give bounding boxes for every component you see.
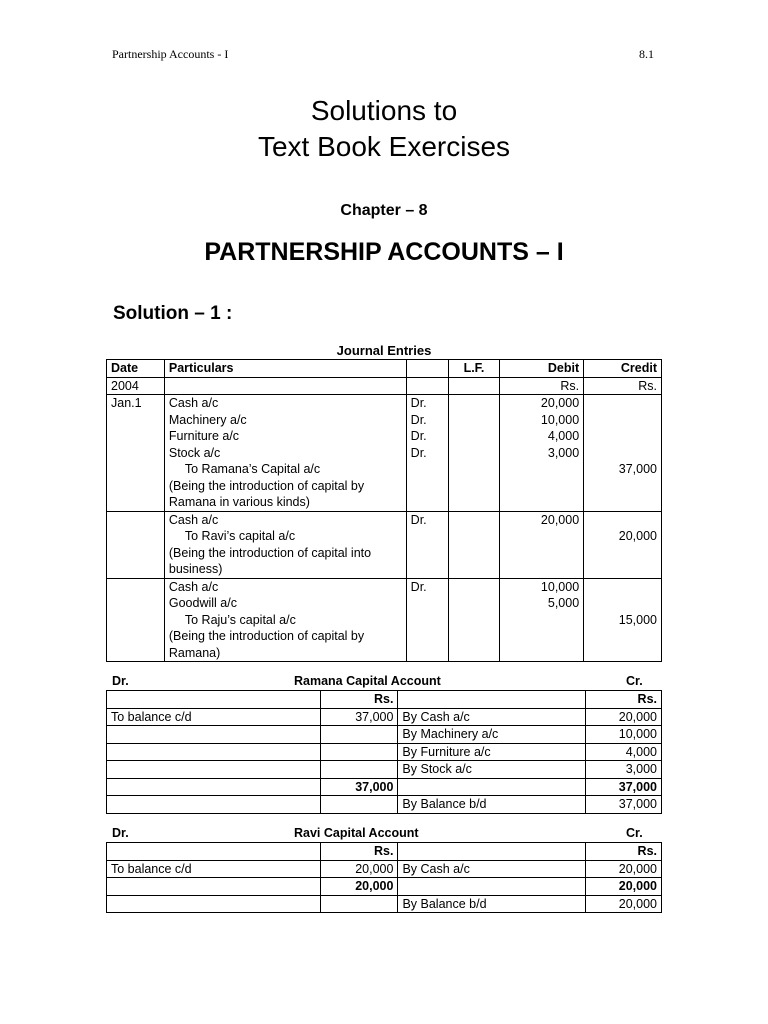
journal-year-row: [107, 377, 662, 395]
credit-line: [588, 645, 657, 662]
lf-cell: [448, 578, 500, 662]
credit-particular: By Balance b/d: [398, 796, 586, 814]
debit-cell: [500, 395, 584, 512]
debit-particular: To balance c/d: [107, 708, 321, 726]
chapter-title: PARTNERSHIP ACCOUNTS – I: [204, 238, 564, 266]
credit-particular: By Machinery a/c: [398, 726, 586, 744]
dr-line: [411, 461, 444, 478]
debit-line: [504, 494, 579, 511]
debit-line: [504, 461, 579, 478]
credit-line: [588, 545, 657, 562]
dr-line: Dr.: [410, 412, 427, 427]
particulars-line: (Being the introduction of capital into: [168, 545, 372, 560]
debit-particular: [107, 878, 321, 896]
ramana-cr-label: Cr.: [626, 674, 643, 688]
debit-particular: [107, 796, 321, 814]
credit-line: [588, 579, 657, 596]
credit-amount: 37,000: [586, 796, 662, 814]
credit-line: [588, 628, 657, 645]
debit-line: 10,000: [540, 579, 580, 594]
particulars-line: Goodwill a/c: [168, 596, 237, 610]
col-lf: L.F.: [448, 360, 500, 378]
col-dr: [406, 360, 448, 378]
particulars-line: Cash a/c: [168, 512, 219, 527]
credit-amount: 20,000: [586, 878, 662, 896]
particulars-line: Ramana in various kinds): [168, 495, 310, 509]
particulars-line: business): [168, 562, 223, 576]
particulars-cell: [164, 511, 406, 578]
debit-amount: [320, 796, 398, 814]
ravi-cr-label: Cr.: [626, 826, 643, 840]
debit-line: [504, 545, 579, 562]
debit-particular: [107, 726, 321, 744]
credit-cell: [584, 395, 662, 512]
credit-particular: By Stock a/c: [398, 761, 586, 779]
ledger-row: [107, 796, 662, 814]
credit-amount: 4,000: [586, 743, 662, 761]
journal-entry-row: [107, 395, 662, 512]
ledger-row: [107, 895, 662, 913]
credit-cell: [584, 578, 662, 662]
debit-particular: [107, 778, 321, 796]
dr-line: Dr.: [410, 512, 427, 527]
credit-line: [588, 428, 657, 445]
dr-line: [411, 645, 444, 662]
particulars-cell: [164, 395, 406, 512]
particulars-line: Cash a/c: [168, 396, 219, 410]
dr-line: [411, 628, 444, 645]
journal-header-row: [107, 360, 662, 378]
debit-line: [504, 561, 579, 578]
dr-line: [411, 478, 444, 495]
credit-line: [588, 512, 657, 529]
particulars-line: Ramana): [168, 645, 221, 660]
particulars-line: (Being the introduction of capital by: [168, 478, 365, 493]
debit-amount: [320, 726, 398, 744]
credit-amount: 20,000: [586, 895, 662, 913]
credit-line: [588, 494, 657, 511]
debit-line: [504, 612, 579, 629]
credit-line: 37,000: [618, 462, 657, 476]
dr-line: [411, 528, 444, 545]
credit-line: 15,000: [618, 612, 657, 627]
journal-entry-row: [107, 511, 662, 578]
dr-cell: [406, 511, 448, 578]
debit-unit: Rs.: [500, 377, 584, 395]
debit-line: 5,000: [547, 596, 580, 610]
ledger-rs-row: [107, 691, 662, 709]
particulars-line: (Being the introduction of capital by: [168, 629, 365, 643]
journal-caption: Journal Entries: [336, 343, 432, 358]
particulars-line: To Raju’s capital a/c: [184, 612, 296, 627]
debit-amount: [320, 761, 398, 779]
col-particulars: Particulars: [164, 360, 406, 378]
lf-cell: [448, 511, 500, 578]
lf-cell: [448, 395, 500, 512]
credit-line: 20,000: [618, 529, 657, 543]
credit-unit: Rs.: [584, 377, 662, 395]
rs-label: Rs.: [320, 843, 398, 861]
ravi-account-title: Ravi Capital Account: [294, 826, 419, 840]
particulars-cell: [164, 578, 406, 662]
ramana-dr-label: Dr.: [112, 674, 129, 688]
ramana-account-title: Ramana Capital Account: [294, 674, 441, 688]
debit-amount: [320, 895, 398, 913]
particulars-line: To Ravi’s capital a/c: [184, 529, 296, 543]
credit-amount: 37,000: [586, 778, 662, 796]
col-debit: Debit: [500, 360, 584, 378]
ledger-row: [107, 726, 662, 744]
credit-line: [588, 445, 657, 462]
year-cell: 2004: [107, 377, 165, 395]
credit-line: [588, 395, 657, 412]
chapter-label: Chapter – 8: [340, 202, 428, 219]
debit-line: 10,000: [540, 412, 580, 427]
credit-line: [588, 412, 657, 429]
debit-line: [504, 478, 579, 495]
ledger-row: [107, 860, 662, 878]
particulars-line: Cash a/c: [168, 579, 219, 594]
debit-particular: [107, 895, 321, 913]
page-title-line2: Text Book Exercises: [257, 131, 511, 162]
ledger-row: [107, 743, 662, 761]
rs-label: Rs.: [586, 843, 662, 861]
dr-line: [411, 561, 444, 578]
credit-particular: By Furniture a/c: [398, 743, 586, 761]
ramana-capital-account: [106, 690, 662, 814]
debit-cell: [500, 511, 584, 578]
ledger-rs-row: [107, 843, 662, 861]
debit-line: 20,000: [540, 396, 580, 410]
particulars-line: Stock a/c: [168, 445, 221, 460]
ledger-row: [107, 778, 662, 796]
dr-line: [411, 612, 444, 629]
dr-cell: [406, 578, 448, 662]
col-credit: Credit: [584, 360, 662, 378]
journal-entry-row: [107, 578, 662, 662]
dr-line: Dr.: [410, 429, 427, 443]
ravi-dr-label: Dr.: [112, 826, 129, 840]
ravi-capital-account: [106, 842, 662, 913]
ledger-row: [107, 708, 662, 726]
solution-heading: Solution – 1 :: [113, 303, 233, 324]
credit-particular: By Balance b/d: [398, 895, 586, 913]
debit-cell: [500, 578, 584, 662]
debit-line: 20,000: [540, 512, 580, 527]
dr-cell: [406, 395, 448, 512]
debit-line: 4,000: [547, 429, 580, 443]
entry-date: [107, 511, 165, 578]
credit-line: [588, 478, 657, 495]
col-date: Date: [107, 360, 165, 378]
dr-line: [411, 494, 444, 511]
credit-cell: [584, 511, 662, 578]
dr-line: Dr.: [410, 396, 427, 410]
debit-amount: 37,000: [320, 778, 398, 796]
debit-amount: 20,000: [320, 878, 398, 896]
debit-particular: [107, 761, 321, 779]
debit-amount: 20,000: [320, 860, 398, 878]
rs-label: Rs.: [586, 691, 662, 709]
credit-line: [588, 595, 657, 612]
credit-particular: By Cash a/c: [398, 708, 586, 726]
ledger-row: [107, 761, 662, 779]
particulars-line: To Ramana’s Capital a/c: [184, 462, 321, 476]
credit-line: [588, 561, 657, 578]
debit-line: [504, 628, 579, 645]
debit-line: [504, 645, 579, 662]
dr-line: Dr.: [410, 579, 427, 594]
rs-label: Rs.: [320, 691, 398, 709]
journal-table: [106, 359, 662, 662]
page-number: 8.1: [639, 47, 654, 61]
credit-particular: [398, 778, 586, 796]
credit-amount: 3,000: [586, 761, 662, 779]
debit-amount: [320, 743, 398, 761]
particulars-line: Furniture a/c: [168, 429, 240, 443]
particulars-line: Machinery a/c: [168, 412, 247, 427]
debit-amount: 37,000: [320, 708, 398, 726]
dr-line: Dr.: [410, 445, 427, 460]
dr-line: [411, 595, 444, 612]
debit-particular: [107, 743, 321, 761]
entry-date: Jan.1: [107, 395, 165, 512]
debit-line: 3,000: [547, 445, 580, 460]
credit-amount: 20,000: [586, 708, 662, 726]
debit-particular: To balance c/d: [107, 860, 321, 878]
ledger-row: [107, 878, 662, 896]
page-title-line1: Solutions to: [310, 95, 458, 126]
debit-line: [504, 528, 579, 545]
dr-line: [411, 545, 444, 562]
entry-date: [107, 578, 165, 662]
credit-particular: [398, 878, 586, 896]
credit-particular: By Cash a/c: [398, 860, 586, 878]
credit-amount: 20,000: [586, 860, 662, 878]
running-header-title: Partnership Accounts - I: [112, 47, 229, 61]
credit-amount: 10,000: [586, 726, 662, 744]
